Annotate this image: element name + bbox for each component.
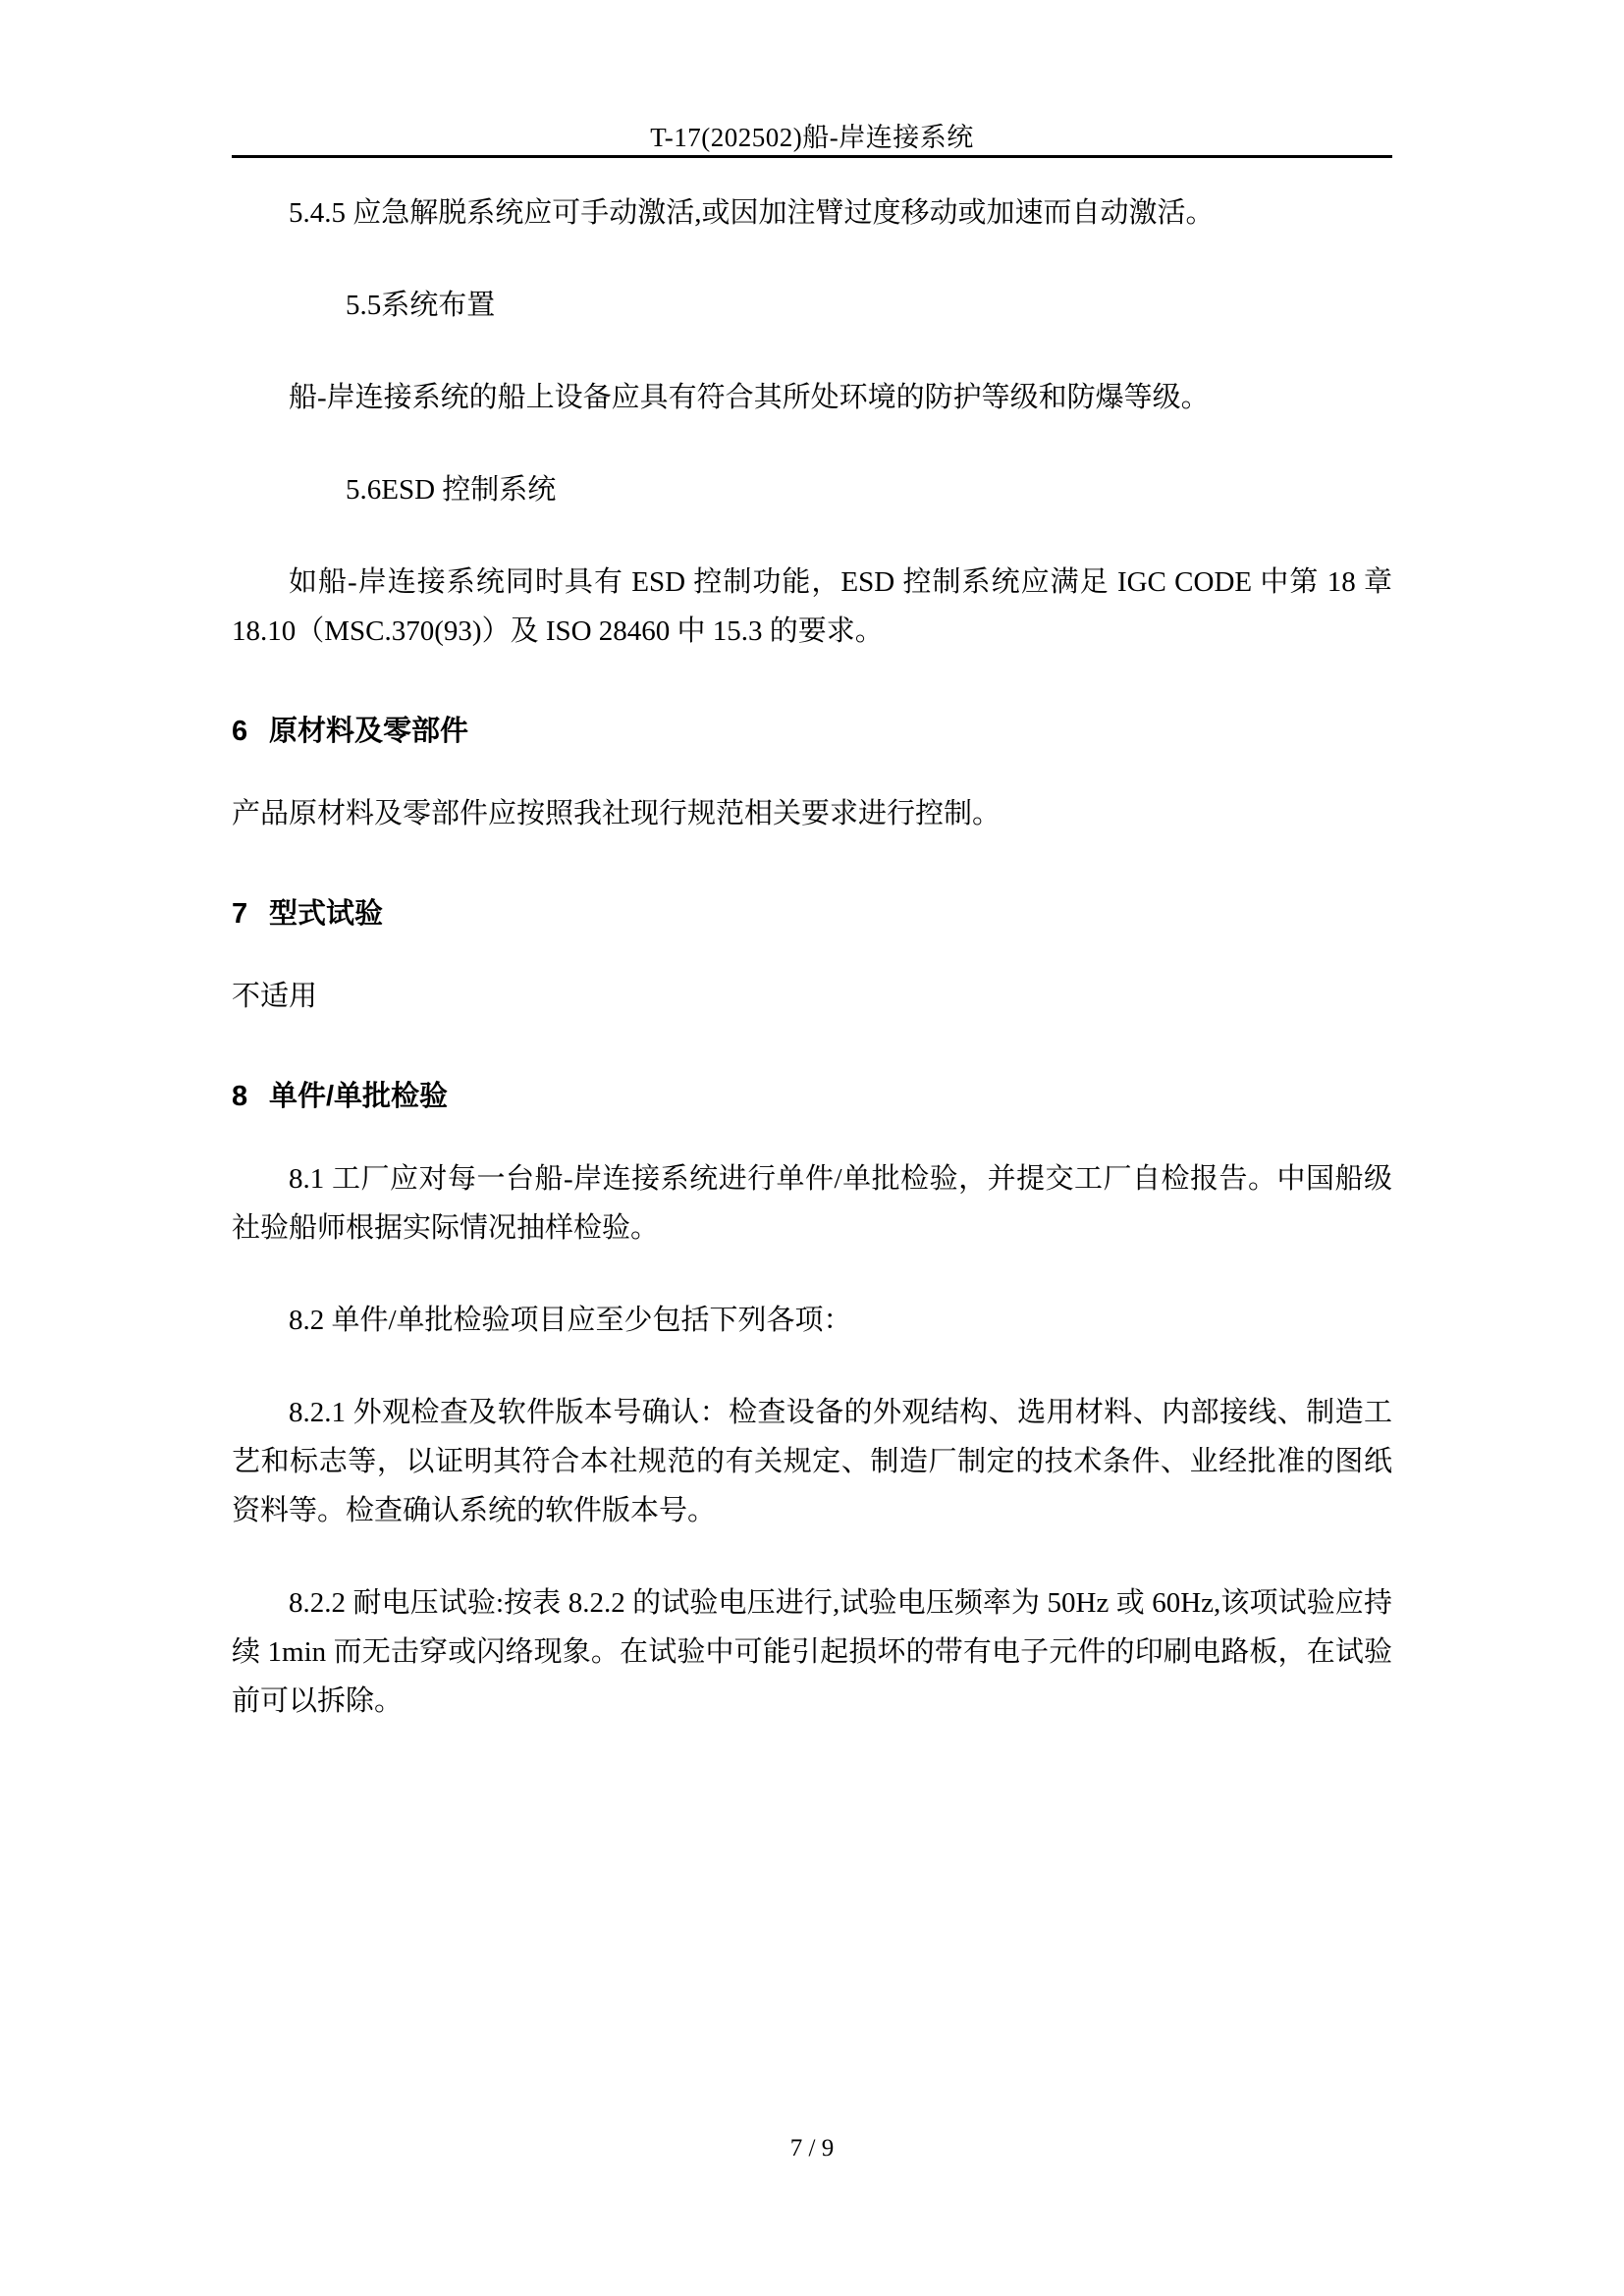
paragraph-8-2-1: 8.2.1 外观检查及软件版本号确认：检查设备的外观结构、选用材料、内部接线、制造工艺和标志等，以证明其符合本社规范的有关规定、制造厂制定的技术条件、业经批准的图纸资料等。检查确认系统的软件版本号。 [232,1397,1392,1526]
section-number-8: 8 [232,1081,248,1112]
section-heading-7 [232,889,1392,938]
section-title-8: 单件/单批检验 [269,1081,449,1112]
section-heading-5-6 [232,465,1392,514]
paragraph-5-4-5: 5.4.5 应急解脱系统应可手动激活,或因加注臂过度移动或加速而自动激活。 [289,197,1215,229]
section-title-5-6: ESD 控制系统 [381,474,557,506]
section-title-6: 原材料及零部件 [269,716,469,747]
paragraph-6: 产品原材料及零部件应按照我社现行规范相关要求进行控制。 [232,798,1001,829]
page-header: T-17(202502)船-岸连接系统 [650,123,974,152]
paragraph-5-6: 如船-岸连接系统同时具有 ESD 控制功能，ESD 控制系统应满足 IGC CODE 中第 18 章 18.10（MSC.370(93)）及 ISO 28460 中 15.3 的要求。 [232,566,1392,647]
section-heading-8 [232,1072,1392,1121]
page-number: 7 / 9 [789,2135,835,2162]
paragraph-5-5: 船-岸连接系统的船上设备应具有符合其所处环境的防护等级和防爆等级。 [289,382,1210,413]
document-body [232,188,1392,1761]
section-title-7: 型式试验 [269,898,384,930]
section-number-6: 6 [232,716,248,747]
paragraph-8-2-2: 8.2.2 耐电压试验:按表 8.2.2 的试验电压进行,试验电压频率为 50Hz 或 60Hz,该项试验应持续 1min 而无击穿或闪络现象。在试验中可能引起损坏的带有电子元件的印刷电路板，在试验前可以拆除。 [232,1587,1392,1717]
header-divider [232,155,1392,158]
section-number-5-5: 5.5 [346,290,382,321]
section-title-5-5: 系统布置 [381,290,496,321]
section-heading-6 [232,707,1392,756]
section-number-5-6: 5.6 [346,474,382,506]
paragraph-8-2: 8.2 单件/单批检验项目应至少包括下列各项： [289,1305,852,1336]
paragraph-8-1: 8.1 工厂应对每一台船-岸连接系统进行单件/单批检验，并提交工厂自检报告。中国船级社验船师根据实际情况抽样检验。 [232,1163,1392,1244]
section-heading-5-5 [232,281,1392,330]
section-number-7: 7 [232,898,248,930]
paragraph-7: 不适用 [232,981,318,1012]
